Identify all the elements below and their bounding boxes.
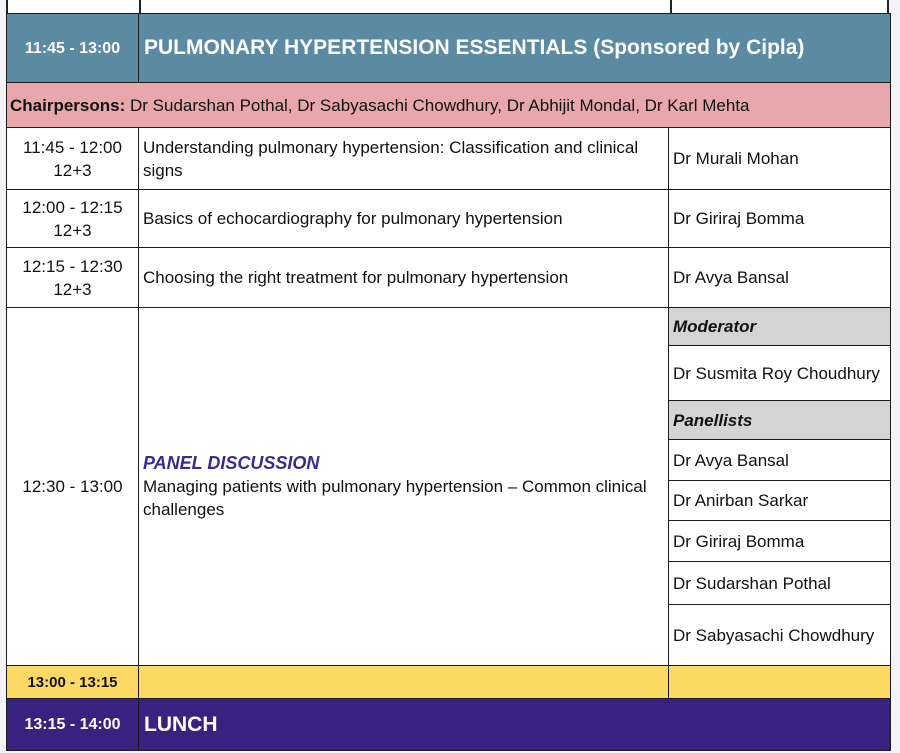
- lunch-row: [7, 699, 891, 751]
- talk-topic: Basics of echocardiography for pulmonary hypertension: [139, 190, 669, 248]
- chairpersons-label: Chairpersons:: [10, 95, 126, 115]
- panellist-name: Dr Anirban Sarkar: [669, 481, 891, 521]
- talk-time: 12:15 - 12:30: [22, 256, 123, 276]
- panellists-label: Panellists: [669, 401, 891, 440]
- panellist-name: Dr Sabyasachi Chowdhury: [669, 605, 891, 666]
- session-title: PULMONARY HYPERTENSION ESSENTIALS (Sponsored by Cipla): [139, 14, 891, 83]
- break-time: 13:00 - 13:15: [7, 666, 139, 699]
- talk-duration: 12+3: [53, 160, 92, 180]
- moderator-label: Moderator: [669, 308, 891, 346]
- lunch-time: 13:15 - 14:00: [7, 699, 139, 751]
- break-row: [7, 666, 891, 699]
- panel-description: [139, 308, 669, 666]
- talk-speaker: Dr Murali Mohan: [669, 128, 891, 190]
- talk-speaker: Dr Giriraj Bomma: [669, 190, 891, 248]
- chairpersons-names: Dr Sudarshan Pothal, Dr Sabyasachi Chowdhury, Dr Abhijit Mondal, Dr Karl Mehta: [129, 95, 750, 115]
- session-time: 11:45 - 13:00: [7, 14, 139, 83]
- panel-topic: Managing patients with pulmonary hypertension – Common clinical challenges: [143, 477, 647, 519]
- talk-row: [7, 248, 891, 308]
- talk-time: 12:00 - 12:15: [22, 197, 123, 217]
- panel-time: 12:30 - 13:00: [7, 308, 139, 666]
- talk-topic: Choosing the right treatment for pulmonary hypertension: [139, 248, 669, 308]
- panellist-name: Dr Sudarshan Pothal: [669, 562, 891, 605]
- talk-row: [7, 128, 891, 190]
- talk-speaker: Dr Avya Bansal: [669, 248, 891, 308]
- talk-row: [7, 190, 891, 248]
- talk-topic: Understanding pulmonary hypertension: Classification and clinical signs: [139, 128, 669, 190]
- lunch-label: LUNCH: [139, 699, 891, 751]
- panel-heading: PANEL DISCUSSION: [143, 453, 320, 473]
- break-empty-cell: [139, 666, 669, 699]
- panellist-name: Dr Giriraj Bomma: [669, 521, 891, 562]
- chairpersons-row: [7, 83, 891, 128]
- panellist-name: Dr Avya Bansal: [669, 440, 891, 481]
- top-strip: [6, 0, 889, 13]
- break-empty-cell: [669, 666, 891, 699]
- talk-time: 11:45 - 12:00: [23, 137, 122, 157]
- panel-row: [7, 308, 891, 346]
- talk-duration: 12+3: [53, 220, 92, 240]
- session-header-row: [7, 14, 891, 83]
- moderator-name: Dr Susmita Roy Choudhury: [669, 346, 891, 401]
- schedule-table: [6, 13, 891, 751]
- talk-duration: 12+3: [53, 279, 92, 299]
